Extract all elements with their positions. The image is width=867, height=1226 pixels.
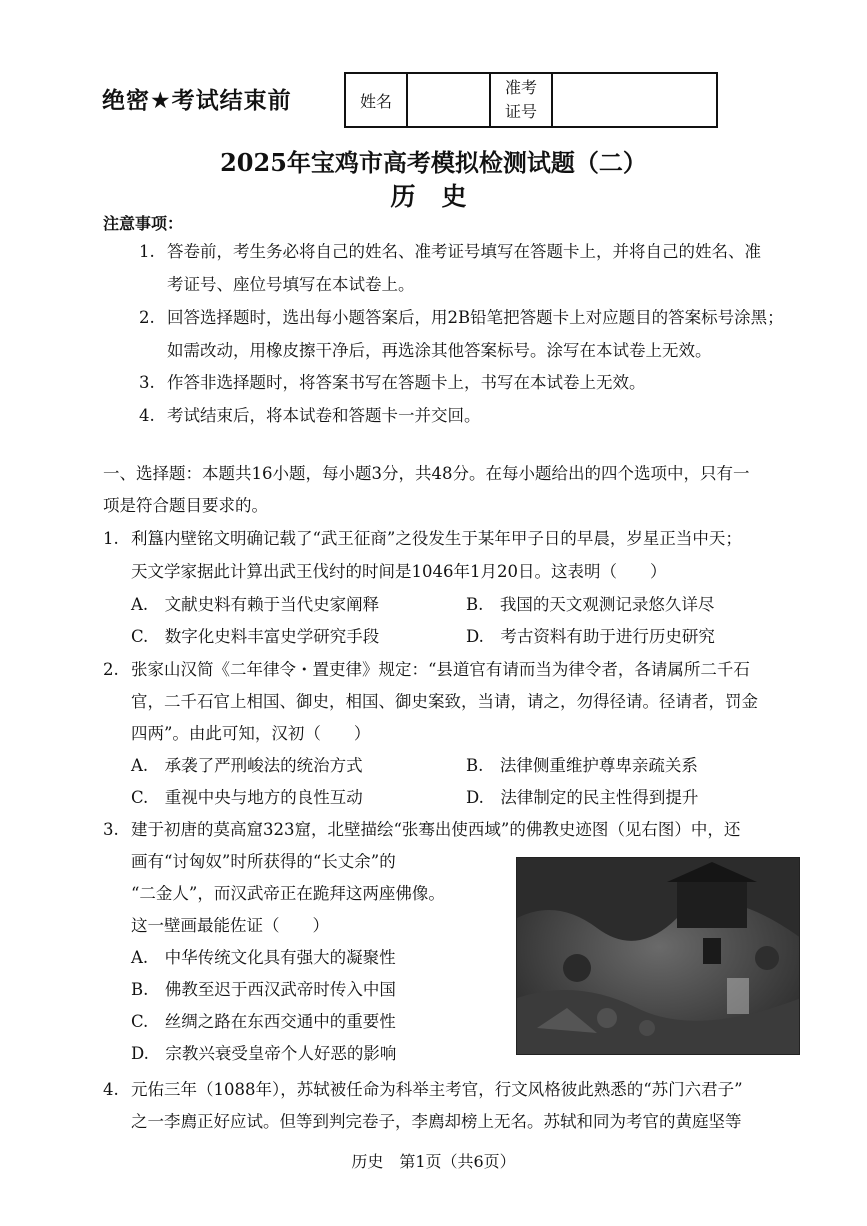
notice-heading: 注意事项：: [103, 214, 184, 233]
question-number: 1.: [103, 529, 119, 548]
notice-item: [139, 308, 784, 328]
notice-text: 回答选择题时，选出每小题答案后，用2B铅笔把答题卡上对应题目的答案标号涂黑；: [167, 308, 784, 327]
option-c[interactable]: C. 数字化史料丰富史学研究手段: [131, 627, 380, 646]
notice-text: 如需改动，用橡皮擦干净后，再选涂其他答案标号。涂写在本试卷上无效。: [167, 341, 712, 360]
question-text: 元佑三年（1088年），苏轼被任命为科举主考官，行文风格彼此熟悉的“苏门六君子”: [131, 1080, 743, 1099]
question-number: 2.: [103, 660, 119, 679]
notice-text: 答卷前，考生务必将自己的姓名、准考证号填写在答题卡上，并将自己的姓名、准: [167, 242, 761, 261]
section-intro: 一、选择题：本题共16小题，每小题3分，共48分。在每小题给出的四个选项中，只有一: [103, 464, 750, 483]
notice-text: 考证号、座位号填写在本试卷上。: [167, 275, 415, 294]
notice-item: [139, 242, 761, 262]
mural-image: [516, 857, 800, 1055]
exam-id-label-line2: 证号: [504, 102, 537, 121]
option-a[interactable]: A. 承袭了严刑峻法的统治方式: [131, 756, 363, 775]
subject-title: 历史: [390, 182, 493, 211]
question-number: 4.: [103, 1080, 119, 1099]
exam-id-label: [491, 74, 553, 126]
option-b[interactable]: B. 我国的天文观测记录悠久详尽: [466, 595, 715, 614]
confidential-label: 绝密★考试结束前: [102, 88, 292, 114]
section-intro: 项是符合题目要求的。: [103, 496, 268, 515]
question-text: 利簋内壁铭文明确记载了“武王征商”之役发生于某年甲子日的早晨，岁星正当中天；: [131, 529, 742, 548]
question-text: 建于初唐的莫高窟323窟，北壁描绘“张骞出使西域”的佛教史迹图（见右图）中，还: [131, 820, 741, 839]
question-text: 画有“讨匈奴”时所获得的“长丈余”的: [131, 852, 396, 871]
option-b[interactable]: B. 佛教至迟于西汉武帝时传入中国: [131, 980, 396, 999]
candidate-info-table: [344, 72, 718, 128]
question-text: “二金人”，而汉武帝正在跪拜这两座佛像。: [131, 884, 445, 903]
notice-num: 2.: [139, 308, 155, 327]
question-text: 官，二千石官上相国、御史，相国、御史案致，当请，请之，勿得径请。径请者，罚金: [131, 692, 758, 711]
option-b[interactable]: B. 法律侧重维护尊卑亲疏关系: [466, 756, 698, 775]
question-3: [103, 820, 740, 840]
option-a[interactable]: A. 中华传统文化具有强大的凝聚性: [131, 948, 396, 967]
notice-num: 4.: [139, 406, 155, 425]
question-text: 天文学家据此计算出武王伐纣的时间是1046年1月20日。这表明（ ）: [131, 562, 667, 581]
option-c[interactable]: C. 丝绸之路在东西交通中的重要性: [131, 1012, 396, 1031]
notice-item: [139, 373, 646, 393]
name-label: 姓名: [346, 74, 408, 126]
notice-text: 作答非选择题时，将答案书写在答题卡上，书写在本试卷上无效。: [167, 373, 646, 392]
question-text: 张家山汉简《二年律令・置吏律》规定：“县道官有请而当为律令者，各请属所二千石: [131, 660, 750, 679]
option-d[interactable]: D. 考古资料有助于进行历史研究: [466, 627, 715, 646]
exam-id-label-line1: 准考: [504, 78, 537, 97]
notice-num: 1.: [139, 242, 155, 261]
question-2: [103, 660, 750, 680]
question-4: [103, 1080, 743, 1100]
question-1: [103, 529, 742, 549]
question-number: 3.: [103, 820, 119, 839]
notice-num: 3.: [139, 373, 155, 392]
option-d[interactable]: D. 法律制定的民主性得到提升: [466, 788, 699, 807]
exam-id-field[interactable]: [553, 74, 716, 126]
notice-text: 考试结束后，将本试卷和答题卡一并交回。: [167, 406, 481, 425]
option-d[interactable]: D. 宗教兴衰受皇帝个人好恶的影响: [131, 1044, 397, 1063]
exam-title: 2025年宝鸡市高考模拟检测试题（二）: [220, 148, 647, 177]
name-field[interactable]: [408, 74, 491, 126]
question-text: 之一李廌正好应试。但等到判完卷子，李廌却榜上无名。苏轼和同为考官的黄庭坚等: [131, 1112, 742, 1131]
notice-item: [139, 406, 481, 426]
question-text: 这一壁画最能佐证（ ）: [131, 916, 329, 935]
option-c[interactable]: C. 重视中央与地方的良性互动: [131, 788, 363, 807]
mural-illustration: [517, 858, 800, 1055]
question-text: 四两”。由此可知，汉初（ ）: [131, 724, 371, 743]
option-a[interactable]: A. 文献史料有赖于当代史家阐释: [131, 595, 380, 614]
page-footer: 历史 第1页（共6页）: [351, 1152, 516, 1171]
